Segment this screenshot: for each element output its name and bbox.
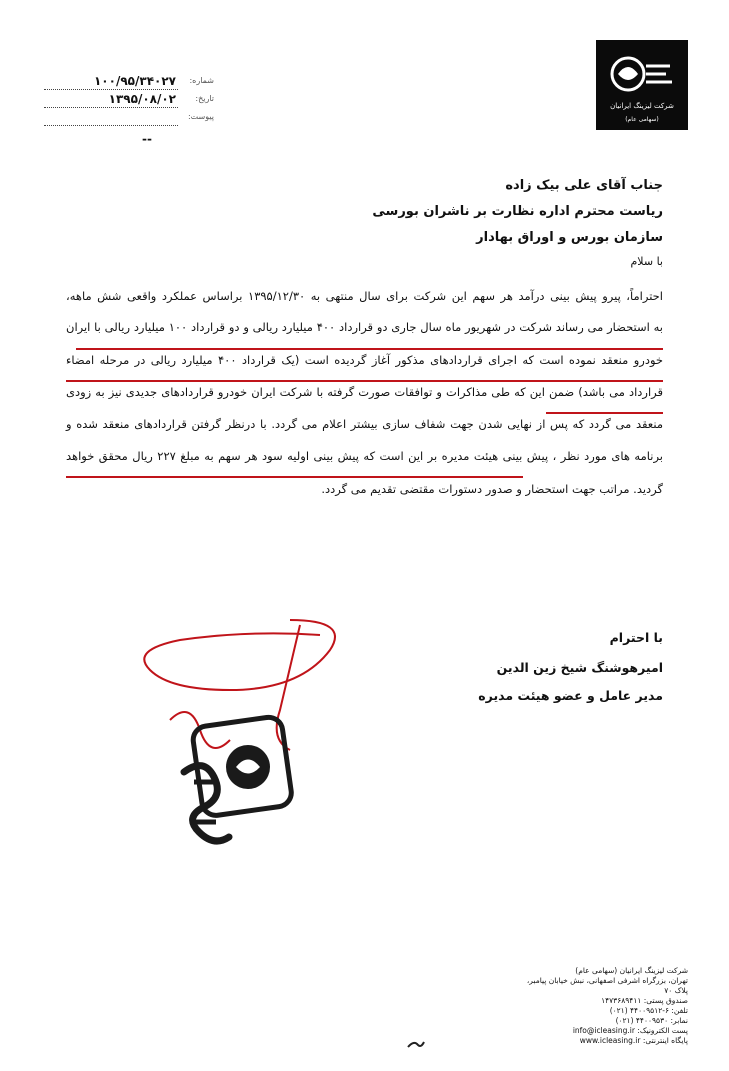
recipient-name: جناب آقای علی بیک زاده: [505, 178, 663, 193]
letter-number-label: شماره:: [189, 76, 214, 85]
footer-phone: تلفن: ۶-۴۴۰۰۹۵۱۲ (۰۲۱): [609, 1006, 688, 1015]
logo-company-name: شرکت لیزینگ ایرانیان: [610, 102, 674, 110]
footer-contact: [470, 966, 688, 1046]
stamp-lettering: [174, 752, 244, 862]
footer-pobox: صندوق پستی: ۱۴۷۳۶۸۹۴۱۱: [601, 996, 688, 1005]
body-line: گردید. مراتب جهت استحضار و صدور دستورات مقتضی تقدیم می گردد.: [321, 482, 663, 496]
footer-fax: نمابر: ۴۴۰۰۹۵۳۰ (۰۲۱): [615, 1016, 688, 1025]
signatory-title: مدیر عامل و عضو هیئت مدیره: [478, 688, 663, 703]
footer-email-label: پست الکترونیک:: [637, 1026, 688, 1035]
logo-company-suffix: (سهامی عام): [625, 116, 659, 123]
body-line: برنامه های مورد نظر ، پیش بینی هیئت مدیره بر این است که پیش بینی اولیه سود هر سهم به مبلغ ۲۲۷ ریال محقق خواهد: [66, 449, 663, 463]
greeting: با سلام: [630, 255, 663, 268]
recipient-organization: سازمان بورس و اوراق بهادار: [476, 230, 663, 245]
letter-date-row: [44, 92, 214, 110]
red-underline: [76, 348, 663, 350]
dotted-line: [44, 89, 178, 90]
letter-number-row: [44, 74, 214, 92]
footer-company: شرکت لیزینگ ایرانیان (سهامی عام): [575, 966, 688, 975]
footer-website-label: پایگاه اینترنتی:: [642, 1036, 688, 1045]
signature-closing: با احترام: [609, 630, 663, 645]
letter-date-value: ۱۳۹۵/۰۸/۰۲: [108, 92, 176, 106]
red-underline: [66, 380, 663, 382]
letter-number-value: ۱۰۰/۹۵/۳۴۰۲۷: [93, 74, 176, 88]
body-line: به استحضار می رساند شرکت در شهریور ماه سال جاری دو قرارداد ۴۰۰ میلیارد ریالی و دو قرارداد ۱۰۰ میلیارد ریالی با ایران: [66, 320, 663, 334]
letter-attachment-value: --: [142, 132, 152, 146]
body-line: قرارداد می باشد) ضمن این که طی مذاکرات و توافقات صورت گرفته با شرکت ایران خودرو قراردادهای جدیدی نیز به زودی: [66, 385, 663, 399]
red-underline: [546, 412, 663, 414]
company-logo: [596, 40, 688, 130]
letter-attachment-label: پیوست:: [187, 112, 214, 121]
dotted-line: [44, 125, 178, 126]
dotted-line: [44, 107, 178, 108]
footer-website-link[interactable]: www.icleasing.ir: [579, 1036, 641, 1045]
letter-date-label: تاریخ:: [195, 94, 214, 103]
footer-website-row: [470, 1036, 688, 1046]
body-line: احتراماً، پیرو پیش بینی درآمد هر سهم این شرکت برای سال منتهی به ۱۳۹۵/۱۲/۳۰ براساس عملکرد واقعی شش ماهه،: [66, 289, 663, 303]
recipient-position: ریاست محترم اداره نظارت بر ناشران بورسی: [372, 204, 663, 219]
leasing-logo-icon: [606, 50, 678, 100]
footer-email-link[interactable]: info@icleasing.ir: [572, 1026, 635, 1035]
body-line: خودرو منعقد نموده است که اجرای قراردادهای مذکور آغاز گردیده است (یک قرارداد ۴۰۰ میلیارد ریالی در مرحله امضاء: [66, 353, 663, 367]
letter-meta: [44, 74, 214, 146]
footer-email-row: [470, 1026, 688, 1036]
letter-attachment-row: [44, 110, 214, 128]
signatory-name: امیرهوشنگ شیخ زین الدین: [496, 660, 663, 675]
footer-plaque: پلاک ۷۰: [664, 986, 688, 995]
red-underline: [66, 476, 523, 478]
pen-mark-icon: [406, 1038, 426, 1050]
body-line: منعقد می گردد که پس از نهایی شدن جهت شفاف سازی بیشتر اعلام می گردد. با درنظر گرفتن قراردادهای منعقد شده و: [66, 417, 663, 431]
footer-address: تهران، بزرگراه اشرفی اصفهانی، نبش خیابان پیامبر،: [526, 976, 688, 985]
